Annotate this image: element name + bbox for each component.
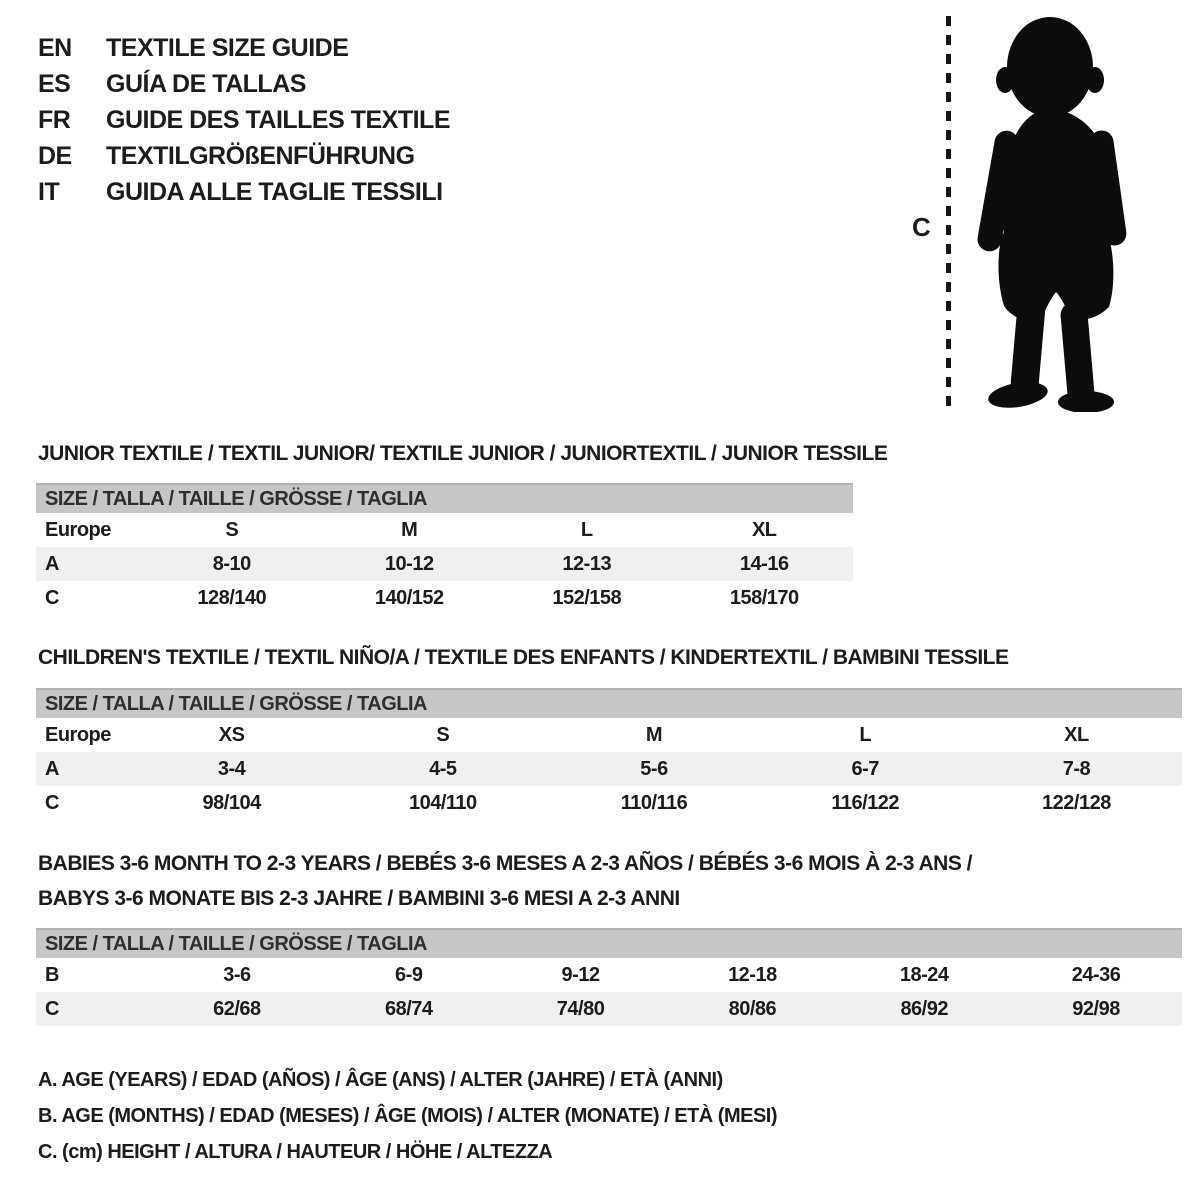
- guide-title: GUIDA ALLE TAGLIE TESSILI: [106, 177, 443, 206]
- row-label: Europe: [45, 518, 111, 541]
- table-row: [36, 752, 1182, 786]
- table-row: [36, 958, 1182, 992]
- measurement-legend: [38, 1062, 777, 1170]
- height-measure-dotted-line: [946, 16, 951, 414]
- row-label: C: [45, 997, 59, 1020]
- table-cell: 128/140: [197, 586, 267, 609]
- table-row: [36, 786, 1182, 820]
- table-cell: 62/68: [213, 997, 261, 1020]
- babies-heading-line-1: BABIES 3-6 MONTH TO 2-3 YEARS / BEBÉS 3-6 MESES A 2-3 AÑOS / BÉBÉS 3-6 MOIS À 2-3 ANS /: [38, 852, 973, 875]
- table-cell: XS: [218, 723, 245, 746]
- table-cell: 158/170: [729, 586, 799, 609]
- table-cell: XL: [751, 518, 777, 541]
- table-cell: 5-6: [640, 757, 668, 780]
- table-cell: 80/86: [728, 997, 777, 1020]
- language-code: IT: [38, 177, 60, 206]
- table-cell: M: [645, 723, 663, 746]
- junior-size-table: [36, 483, 853, 615]
- legend-line-a: A. AGE (YEARS) / EDAD (AÑOS) / ÂGE (ANS) / ALTER (JAHRE) / ETÀ (ANNI): [38, 1068, 723, 1091]
- table-cell: 140/152: [374, 586, 444, 609]
- table-cell: 14-16: [739, 552, 789, 575]
- table-cell: S: [436, 723, 450, 746]
- table-cell: 74/80: [556, 997, 605, 1020]
- table-cell: 116/122: [831, 791, 900, 814]
- table-cell: 6-9: [395, 963, 423, 986]
- babies-section-heading: [38, 846, 972, 916]
- table-cell: 104/110: [408, 791, 477, 814]
- language-title-list: [38, 30, 450, 210]
- table-row: [36, 992, 1182, 1026]
- guide-title: TEXTILE SIZE GUIDE: [106, 33, 349, 62]
- row-label: A: [45, 757, 59, 780]
- table-cell: 3-4: [217, 757, 246, 780]
- table-cell: 7-8: [1062, 757, 1091, 780]
- measure-c-label: C: [912, 212, 931, 242]
- children-section-heading: CHILDREN'S TEXTILE / TEXTIL NIÑO/A / TEXTILE DES ENFANTS / KINDERTEXTIL / BAMBINI TESSILE: [38, 646, 1009, 669]
- toddler-silhouette-image: [968, 12, 1138, 412]
- table-row: [36, 581, 853, 615]
- language-code: DE: [38, 141, 72, 170]
- table-cell: 152/158: [552, 586, 622, 609]
- list-item: [38, 138, 450, 174]
- guide-title: TEXTILGRÖßENFÜHRUNG: [106, 141, 415, 170]
- table-cell: 3-6: [223, 963, 251, 986]
- table-cell: 12-13: [562, 552, 612, 575]
- table-cell: 12-18: [728, 963, 777, 986]
- children-size-table: [36, 688, 1182, 820]
- table-cell: S: [225, 518, 239, 541]
- table-cell: XL: [1064, 723, 1089, 746]
- table-cell: 122/128: [1042, 791, 1111, 814]
- language-code: ES: [38, 69, 71, 98]
- legend-line-c: C. (cm) HEIGHT / ALTURA / HAUTEUR / HÖHE / ALTEZZA: [38, 1140, 553, 1163]
- table-cell: M: [401, 518, 418, 541]
- babies-heading-line-2: BABYS 3-6 MONATE BIS 2-3 JAHRE / BAMBINI 3-6 MESI A 2-3 ANNI: [38, 887, 680, 910]
- babies-size-table: [36, 928, 1182, 1026]
- table-cell: 8-10: [212, 552, 251, 575]
- size-header-bar: SIZE / TALLA / TAILLE / GRÖSSE / TAGLIA: [36, 688, 1182, 718]
- table-cell: 10-12: [384, 552, 434, 575]
- language-code: FR: [38, 105, 71, 134]
- language-code: EN: [38, 33, 72, 62]
- table-cell: 18-24: [899, 963, 949, 986]
- table-cell: 98/104: [202, 791, 261, 814]
- table-row: [36, 513, 853, 547]
- legend-line-b: B. AGE (MONTHS) / EDAD (MESES) / ÂGE (MOIS) / ALTER (MONATE) / ETÀ (MESI): [38, 1104, 778, 1127]
- size-header-bar: SIZE / TALLA / TAILLE / GRÖSSE / TAGLIA: [36, 928, 1182, 958]
- table-row: [36, 547, 853, 581]
- list-item: [38, 30, 450, 66]
- junior-section-heading: JUNIOR TEXTILE / TEXTIL JUNIOR/ TEXTILE JUNIOR / JUNIORTEXTIL / JUNIOR TESSILE: [38, 442, 888, 465]
- table-cell: 6-7: [851, 757, 879, 780]
- list-item: [38, 174, 450, 210]
- guide-title: GUIDE DES TAILLES TEXTILE: [106, 105, 451, 134]
- table-cell: 68/74: [384, 997, 433, 1020]
- row-label: C: [45, 586, 59, 609]
- guide-title: GUÍA DE TALLAS: [106, 69, 306, 98]
- size-header-bar: SIZE / TALLA / TAILLE / GRÖSSE / TAGLIA: [36, 483, 853, 513]
- table-cell: L: [859, 723, 872, 746]
- table-cell: 24-36: [1071, 963, 1121, 986]
- table-cell: 9-12: [561, 963, 600, 986]
- list-item: [38, 66, 450, 102]
- row-label: C: [45, 791, 59, 814]
- table-cell: 92/98: [1072, 997, 1120, 1020]
- list-item: [38, 102, 450, 138]
- table-cell: 86/92: [900, 997, 948, 1020]
- table-cell: L: [580, 518, 593, 541]
- row-label: A: [45, 552, 59, 575]
- table-row: [36, 718, 1182, 752]
- row-label: Europe: [45, 723, 111, 746]
- table-cell: 4-5: [429, 757, 457, 780]
- table-cell: 110/116: [620, 791, 688, 814]
- row-label: B: [45, 963, 59, 986]
